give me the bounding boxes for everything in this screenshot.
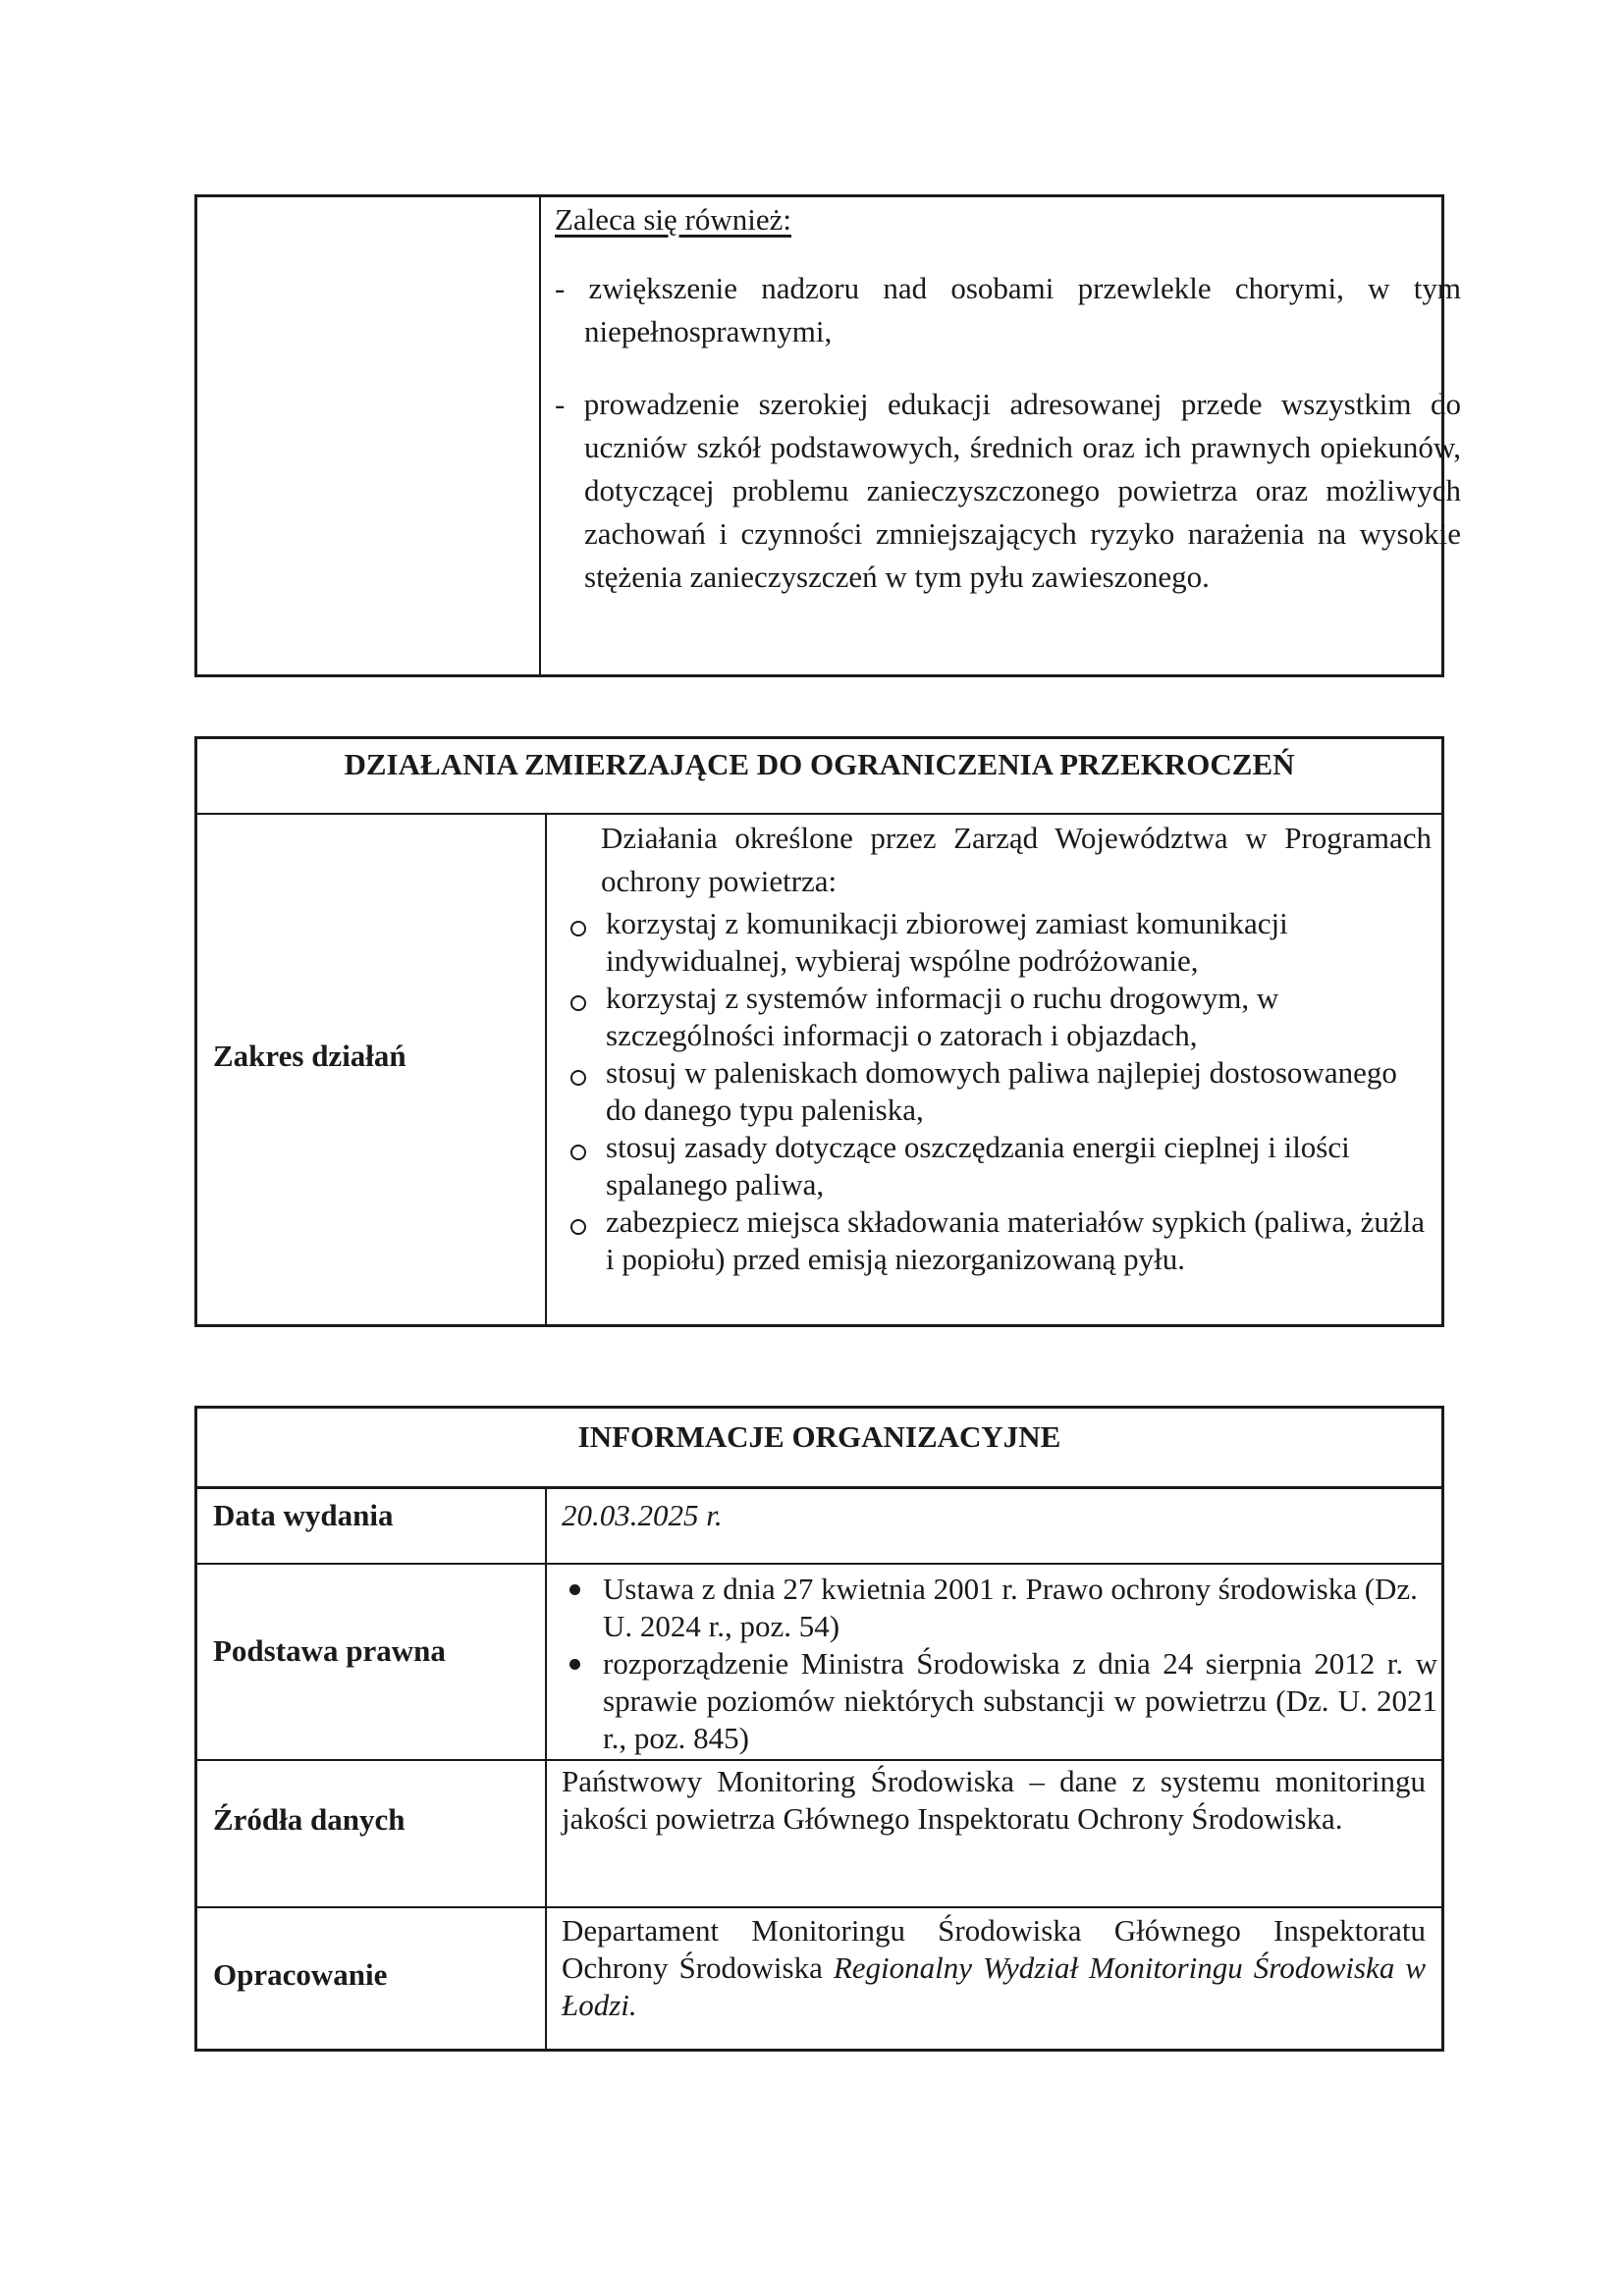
hollow-bullet-icon bbox=[570, 1145, 586, 1160]
list-item-text: Ustawa z dnia 27 kwietnia 2001 r. Prawo ochrony środowiska (Dz. U. 2024 r., poz. 54) bbox=[603, 1572, 1418, 1643]
actions-intro: Działania określone przez Zarząd Województwa w Programach ochrony powietrza: bbox=[601, 821, 1432, 898]
actions-scope-label: Zakres działań bbox=[213, 1039, 406, 1073]
table1-column-divider bbox=[539, 194, 541, 677]
prepared-by-label: Opracowanie bbox=[213, 1957, 388, 1992]
legal-basis-label: Podstawa prawna bbox=[213, 1633, 446, 1668]
prepared-by-department: Departament Monitoringu Środowiska Głównego Inspektoratu Ochrony Środowiska bbox=[562, 1913, 1426, 1985]
bullet-icon bbox=[569, 1659, 580, 1670]
list-item-text: rozporządzenie Ministra Środowiska z dnia 24 sierpnia 2012 r. w sprawie poziomów niektórych substancji w powietrzu (Dz. U. 2021 r., poz. 845) bbox=[603, 1646, 1437, 1755]
info-table-title: INFORMACJE ORGANIZACYJNE bbox=[577, 1419, 1061, 1454]
data-sources-value: Państwowy Monitoring Środowiska – dane z systemu monitoringu jakości powietrza Głównego Inspektoratu Ochrony Środowiska. bbox=[562, 1764, 1426, 1836]
list-item-text: zabezpiecz miejsca składowania materiałów sypkich (paliwa, żużla i popiołu) przed emisją niezorganizowaną pyłu. bbox=[606, 1204, 1426, 1276]
info-table-row-divider bbox=[194, 1759, 1444, 1761]
list-item-text: korzystaj z systemów informacji o ruchu drogowym, w szczególności informacji o zatorach i objazdach, bbox=[606, 981, 1279, 1052]
recommendation-item: - prowadzenie szerokiej edukacji adresowanej przede wszystkim do uczniów szkół podstawowych, średnich oraz ich prawnych opiekunów, dotyczącej problemu zanieczyszczonego powietrza oraz możliwych zachowań i czynności zmniejszających ryzyko narażenia na wysokie stężenia zanieczyszczeń w tym pyłu zawieszonego. bbox=[555, 387, 1461, 594]
list-item bbox=[565, 905, 1438, 980]
info-table-header-divider bbox=[194, 1486, 1444, 1489]
list-item-text: stosuj w paleniskach domowych paliwa najlepiej dostosowanego do danego typu paleniska, bbox=[606, 1055, 1397, 1127]
hollow-bullet-icon bbox=[570, 921, 586, 936]
bullet-icon bbox=[569, 1584, 580, 1595]
actions-list bbox=[565, 905, 1438, 1278]
actions-table-title: DZIAŁANIA ZMIERZAJĄCE DO OGRANICZENIA PRZEKROCZEŃ bbox=[344, 747, 1295, 781]
list-item bbox=[562, 1645, 1435, 1757]
list-item bbox=[565, 980, 1438, 1054]
prepared-by-regional-unit: Regionalny Wydział Monitoringu Środowiska w Łodzi. bbox=[562, 1950, 1426, 2022]
info-table-row-divider bbox=[194, 1906, 1444, 1908]
hollow-bullet-icon bbox=[570, 1219, 586, 1235]
list-item bbox=[565, 1129, 1438, 1203]
data-sources-label: Źródła danych bbox=[213, 1802, 406, 1837]
prepared-by-value bbox=[562, 1912, 1426, 2024]
list-item bbox=[565, 1203, 1438, 1278]
issue-date-value: 20.03.2025 r. bbox=[562, 1498, 723, 1532]
recommendations-heading: Zaleca się również: bbox=[555, 202, 791, 237]
list-item-text: korzystaj z komunikacji zbiorowej zamiast komunikacji indywidualnej, wybieraj wspólne podróżowanie, bbox=[606, 906, 1288, 978]
hollow-bullet-icon bbox=[570, 1070, 586, 1086]
list-item bbox=[565, 1054, 1438, 1129]
list-item bbox=[562, 1571, 1435, 1645]
actions-table-column-divider bbox=[545, 813, 547, 1327]
list-item-text: stosuj zasady dotyczące oszczędzania energii cieplnej i ilości spalanego paliwa, bbox=[606, 1130, 1350, 1201]
issue-date-label: Data wydania bbox=[213, 1498, 394, 1532]
legal-basis-list bbox=[562, 1571, 1435, 1757]
actions-table-header-divider bbox=[194, 813, 1444, 815]
info-table-column-divider bbox=[545, 1488, 547, 2052]
hollow-bullet-icon bbox=[570, 995, 586, 1011]
recommendation-item: - zwiększenie nadzoru nad osobami przewlekle chorymi, w tym niepełnosprawnymi, bbox=[555, 271, 1461, 348]
info-table-row-divider bbox=[194, 1563, 1444, 1565]
